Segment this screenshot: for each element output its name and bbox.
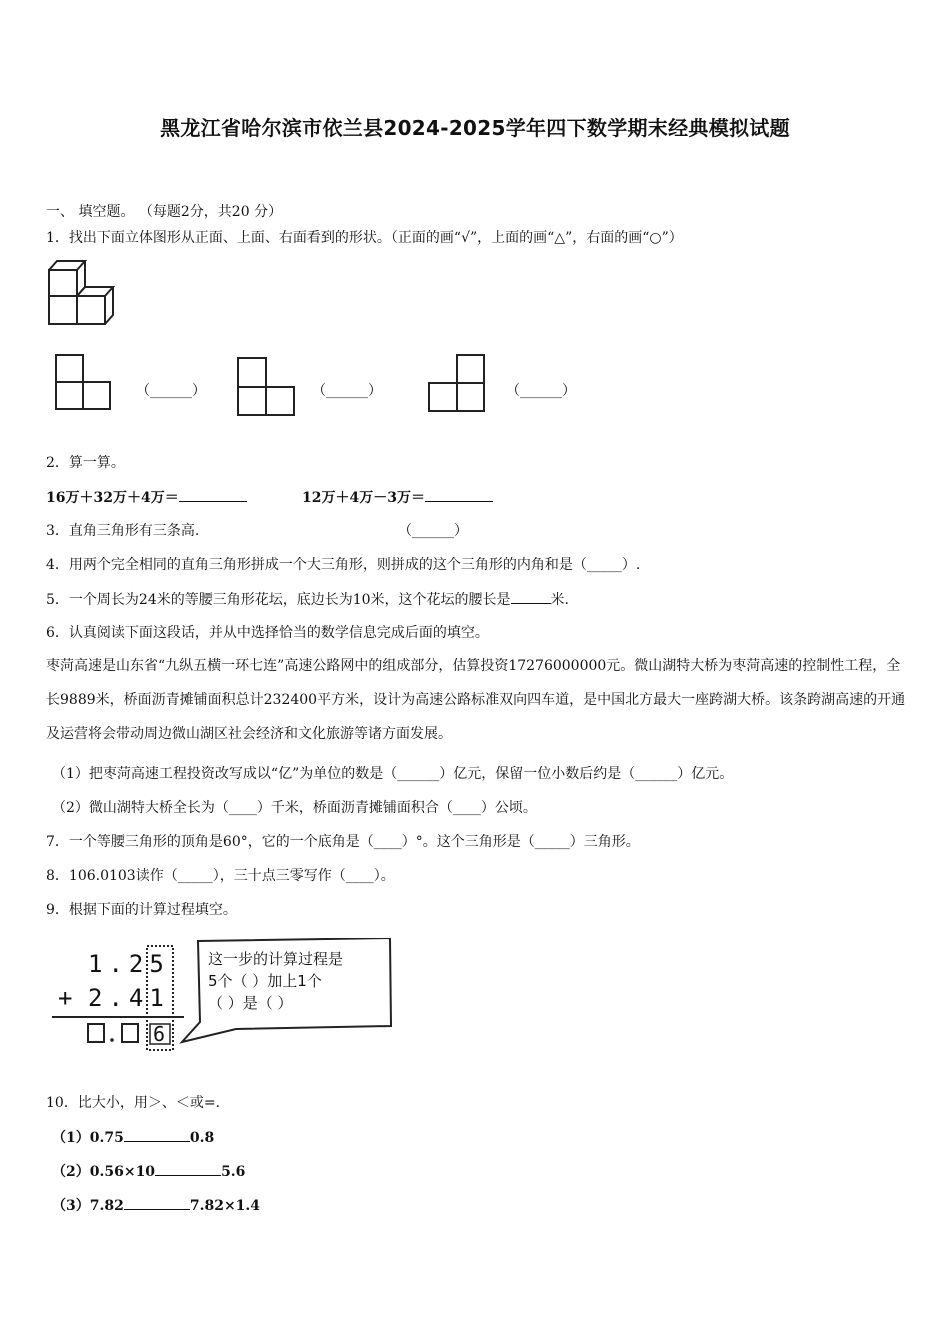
q10-answer-2[interactable] bbox=[155, 1161, 221, 1176]
question-9: 9．根据下面的计算过程填空。 bbox=[46, 902, 237, 918]
addend-1: 1.25 bbox=[88, 950, 170, 978]
plus-sign: + bbox=[58, 984, 73, 1012]
q2-expression-1-text: 16万＋32万＋4万＝ bbox=[46, 490, 179, 506]
vertical-addition bbox=[48, 938, 398, 1058]
q3-answer[interactable]: （______） bbox=[398, 523, 468, 539]
question-8: 8．106.0103读作（_____），三十点三零写作（____）。 bbox=[46, 868, 395, 884]
bubble-line-2: 5个（ ）加上1个 bbox=[208, 972, 322, 990]
q6-sub-1: （1）把枣菏高速工程投资改写成以“亿”为单位的数是（______）亿元，保留一位小数后约是（______）亿元。 bbox=[52, 766, 734, 782]
question-7: 7．一个等腰三角形的顶角是60°，它的一个底角是（____）°。这个三角形是（_____）三角形。 bbox=[46, 834, 640, 850]
q2-expression-1 bbox=[46, 487, 247, 508]
question-4: 4．用两个完全相同的直角三角形拼成一个大三角形，则拼成的这个三角形的内角和是（_____）. bbox=[46, 557, 641, 573]
question-2: 2．算一算。 bbox=[46, 455, 125, 471]
q1-answer-1[interactable]: （______） bbox=[136, 383, 206, 399]
question-10: 10．比大小，用＞、＜或=. bbox=[46, 1095, 220, 1111]
view-shape-3 bbox=[427, 353, 489, 415]
q6-sub-2: （2）微山湖特大桥全长为（____）千米，桥面沥青摊铺面积合（____）公顷。 bbox=[52, 800, 537, 816]
q10-answer-1[interactable] bbox=[124, 1127, 190, 1142]
bubble-line-3: （ ）是（ ） bbox=[208, 994, 293, 1012]
q2-expression-2-text: 12万＋4万－3万＝ bbox=[302, 490, 425, 506]
q10-item-3 bbox=[52, 1195, 260, 1216]
q5-text-before: 5．一个周长为24米的等腰三角形花坛，底边长为10米，这个花坛的腰长是 bbox=[46, 592, 511, 608]
q2-expression-2 bbox=[302, 487, 493, 508]
result-digit: 6 bbox=[153, 1022, 166, 1046]
q1-answer-2[interactable]: （______） bbox=[312, 383, 382, 399]
view-shape-2 bbox=[236, 356, 298, 418]
q10-item-2-left: （2）0.56×10 bbox=[52, 1164, 156, 1180]
section-heading: 一、 填空题。 （每题2分，共20 分） bbox=[46, 204, 283, 220]
q10-item-3-left: （3）7.82 bbox=[52, 1198, 124, 1214]
q2-answer-1[interactable] bbox=[179, 487, 247, 502]
q2-answer-2[interactable] bbox=[425, 487, 493, 502]
question-5 bbox=[46, 589, 569, 610]
q10-answer-3[interactable] bbox=[124, 1195, 190, 1210]
q10-item-1-right: 0.8 bbox=[189, 1130, 215, 1146]
q10-item-2 bbox=[52, 1161, 245, 1182]
question-6: 6．认真阅读下面这段话，并从中选择恰当的数学信息完成后面的填空。 bbox=[46, 625, 489, 641]
view-shape-1 bbox=[54, 353, 114, 413]
q10-item-2-right: 5.6 bbox=[221, 1164, 246, 1180]
cube-stack-figure bbox=[46, 258, 122, 328]
q10-item-1-left: （1）0.75 bbox=[52, 1130, 124, 1146]
q5-text-after: 米. bbox=[550, 592, 569, 608]
question-3: 3．直角三角形有三条高. bbox=[46, 523, 200, 539]
bubble-line-1: 这一步的计算过程是 bbox=[208, 950, 344, 968]
page-title: 黑龙江省哈尔滨市依兰县2024-2025学年四下数学期末经典模拟试题 bbox=[160, 116, 790, 140]
q6-paragraph: 枣菏高速是山东省“九纵五横一环七连”高速公路网中的组成部分，估算投资17276000000元。微山湖特大桥为枣菏高速的控制性工程，全长9889米，桥面沥青摊铺面积总计232400平方米，设计为高速公路标准双向四车道，是中国北方最大一座跨湖大桥。该条跨湖高速的开通及运营将会带动周边微山湖区社会经济和文化旅游等诸方面发展。 bbox=[46, 658, 906, 742]
q10-item-3-right: 7.82×1.4 bbox=[189, 1198, 261, 1214]
q10-item-1 bbox=[52, 1127, 214, 1148]
q1-answer-3[interactable]: （______） bbox=[506, 383, 576, 399]
addend-2: 2.41 bbox=[88, 984, 170, 1012]
q5-answer[interactable] bbox=[511, 589, 551, 604]
speech-bubble-text bbox=[208, 948, 343, 1014]
question-1: 1．找出下面立体图形从正面、上面、右面看到的形状。（正面的画“√”，上面的画“△”，右面的画“○”） bbox=[46, 230, 683, 246]
